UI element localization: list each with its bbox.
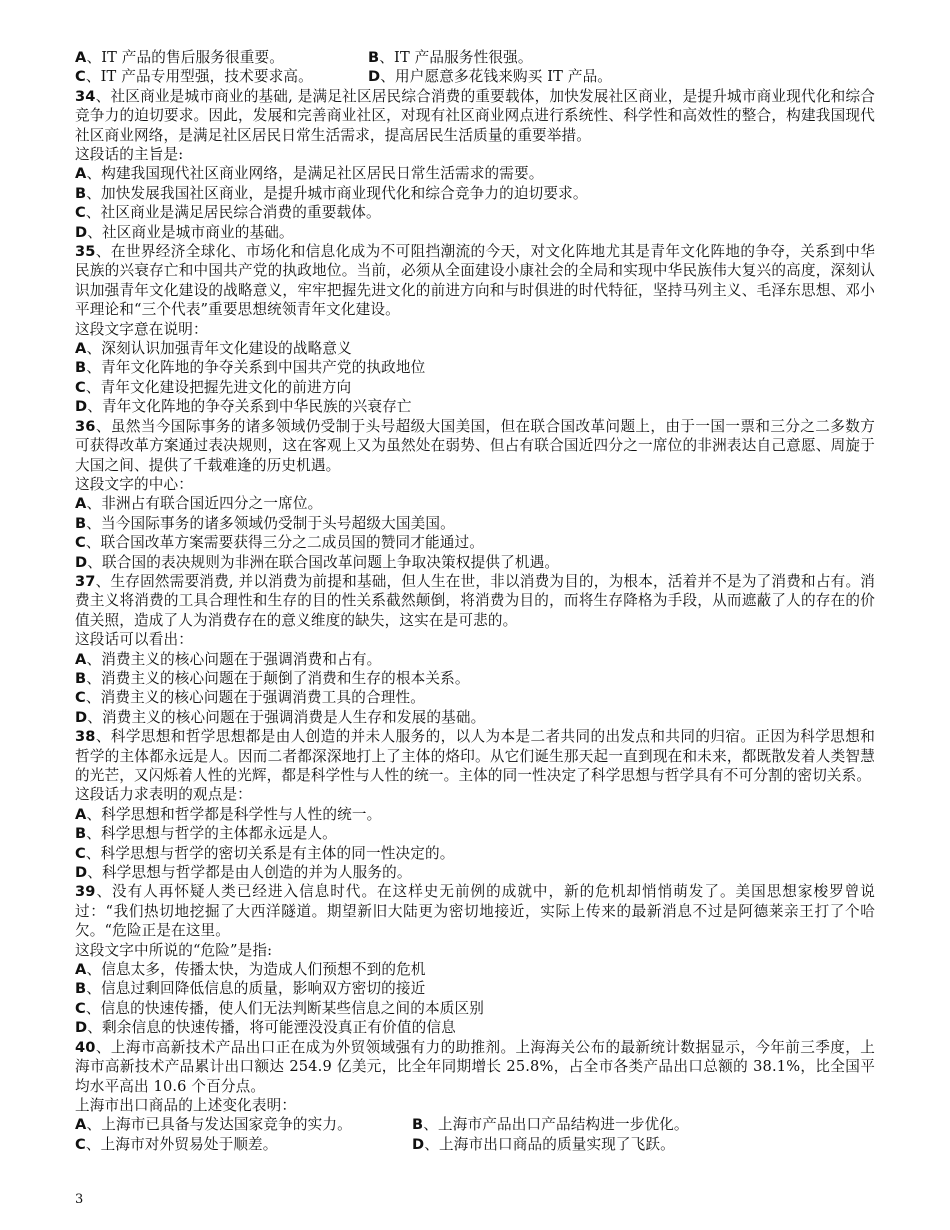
option-c: C、科学思想与哲学的密切关系是有主体的同一性决定的。 xyxy=(75,844,455,862)
q40-option-c: C、上海市对外贸易处于顺差。 xyxy=(75,1135,278,1153)
option-d: D、消费主义的核心问题在于强调消费是人生存和发展的基础。 xyxy=(75,708,486,726)
q33-option-c: C、IT 产品专用型强，技术要求高。 xyxy=(75,68,313,86)
option-a: A、构建我国现代社区商业网络，是满足社区居民日常生活需求的需要。 xyxy=(75,165,544,183)
question-stem: 40、上海市高新技术产品出口正在成为外贸领域强有力的助推剂。上海海关公布的最新统计数据显示，今年前三季度，上海市高新技术产品累计出口额达 254.9 亿美元，比全年同期增长 25.8%，占全市各类产品出口总额的 38.1%，比全国平均水平高出 10.6 个百分点。 xyxy=(75,1038,875,1095)
option-a: A、信息太多，传播太快，为造成人们预想不到的危机 xyxy=(75,961,426,979)
question-37 xyxy=(75,572,875,727)
option-b: B、消费主义的核心问题在于颠倒了消费和生存的根本关系。 xyxy=(75,669,470,687)
option-b: B、青年文化阵地的争夺关系到中国共产党的执政地位 xyxy=(75,359,426,377)
q40-option-a: A、上海市已具备与发达国家竞争的实力。 xyxy=(75,1116,352,1134)
question-34 xyxy=(75,87,875,242)
q40-option-d: D、上海市出口商品的质量实现了飞跃。 xyxy=(412,1135,675,1153)
option-c: C、联合国改革方案需要获得三分之二成员国的赞同才能通过。 xyxy=(75,534,484,552)
question-35 xyxy=(75,242,875,417)
option-d: D、社区商业是城市商业的基础。 xyxy=(75,223,294,241)
question-39 xyxy=(75,882,875,1037)
question-36 xyxy=(75,417,875,572)
q33-options-row-1 xyxy=(75,48,875,67)
option-c: C、青年文化建设把握先进文化的前进方向 xyxy=(75,378,352,396)
option-a: A、科学思想和哲学都是科学性与人性的统一。 xyxy=(75,805,382,823)
question-stem: 34、社区商业是城市商业的基础, 是满足社区居民综合消费的重要载体，加快发展社区商业，是提升城市商业现代化和综合竞争力的迫切要求。因此，发展和完善商业社区，对现有社区商业网点进行系统性、科学性和高效性的整合，构建我国现代社区商业网络，是满足社区居民日常生活需求，提高居民生活质量的重要举措。 xyxy=(75,87,875,144)
option-a: A、消费主义的核心问题在于强调消费和占有。 xyxy=(75,650,382,668)
question-prompt: 这段文字的中心： xyxy=(75,475,193,493)
option-a: A、深刻认识加强青年文化建设的战略意义 xyxy=(75,340,352,358)
option-d: D、科学思想与哲学都是由人创造的并为人服务的。 xyxy=(75,864,412,882)
q33-option-b: B、IT 产品服务性很强。 xyxy=(368,49,533,66)
option-d: D、剩余信息的快速传播，将可能湮没没真正有价值的信息 xyxy=(75,1019,456,1037)
option-b: B、信息过剩回降低信息的质量，影响双方密切的接近 xyxy=(75,980,426,998)
question-stem: 38、科学思想和哲学思想都是由人创造的并未人服务的，以人为本是二者共同的出发点和共同的归宿。正因为科学思想和哲学的主体都永远是人。因而二者都深深地打上了主体的烙印。从它们诞生那天起一直到现在和未来，都既散发着人类智慧的光芒，又闪烁着人性的光辉，都是科学性与人性的统一。主体的同一性决定了科学思想与哲学具有不可分割的密切关系。 xyxy=(75,728,875,784)
page-number: 3 xyxy=(75,1192,84,1207)
question-prompt: 这段文字中所说的“危险”是指: xyxy=(75,941,273,959)
option-d: D、联合国的表决规则为非洲在联合国改革问题上争取决策权提供了机遇。 xyxy=(75,553,560,571)
question-prompt: 这段文字意在说明： xyxy=(75,320,208,338)
q33-option-a: A、IT 产品的售后服务很重要。 xyxy=(75,49,284,66)
option-b: B、科学思想与哲学的主体都永远是人。 xyxy=(75,825,337,843)
question-stem: 37、生存固然需要消费, 并以消费为前提和基础，但人生在世，非以消费为目的，为根本，活着并不是为了消费和占有。消费主义将消费的工具合理性和生存的目的性关系截然颠倒，将消费为目的，而将生存降格为手段，从而遮蔽了人的存在的价值关照，造成了人为消费存在的意义维度的缺失，这实在是可悲的。 xyxy=(75,572,875,629)
q40-options-row-2 xyxy=(75,1135,875,1154)
question-prompt: 这段话可以看出： xyxy=(75,631,193,649)
option-b: B、当今国际事务的诸多领域仍受制于头号超级大国美国。 xyxy=(75,514,455,532)
question-prompt: 这段话的主旨是: xyxy=(75,146,184,163)
q33-option-d: D、用户愿意多花钱来购买 IT 产品。 xyxy=(368,68,613,86)
q40-option-b: B、上海市产品出口产品结构进一步优化。 xyxy=(412,1116,689,1134)
option-c: C、社区商业是满足居民综合消费的重要载体。 xyxy=(75,204,381,222)
question-38 xyxy=(75,727,875,882)
option-a: A、非洲占有联合国近四分之一席位。 xyxy=(75,495,323,513)
question-40 xyxy=(75,1038,875,1116)
question-stem: 35、在世界经济全球化、市场化和信息化成为不可阻挡潮流的今天，对文化阵地尤其是青年文化阵地的争夺，关系到中华民族的兴衰存亡和中国共产党的执政地位。当前，必须从全面建设小康社会的全局和实现中华民族伟大复兴的高度，深刻认识加强青年文化建设的战略意义，牢牢把握先进文化的前进方向和与时俱进的时代特征，坚持马列主义、毛泽东思想、邓小平理论和“三个代表”重要思想统领青年文化建设。 xyxy=(75,243,875,319)
question-stem: 36、虽然当今国际事务的诸多领域仍受制于头号超级大国美国，但在联合国改革问题上，由于一国一票和三分之二多数方可获得改革方案通过表决规则，这在客观上又为虽然处在弱势、但占有联合国近四分之一席位的非洲表达自己意愿、周旋于大国之间、提供了千载难逢的历史机遇。 xyxy=(75,417,875,474)
question-prompt: 上海市出口商品的上述变化表明： xyxy=(75,1096,297,1114)
option-c: C、消费主义的核心问题在于强调消费工具的合理性。 xyxy=(75,689,425,707)
option-c: C、信息的快速传播，使人们无法判断某些信息之间的本质区别 xyxy=(75,999,484,1017)
q33-options-row-2 xyxy=(75,67,875,86)
question-stem: 39、没有人再怀疑人类已经进入信息时代。在这样史无前例的成就中，新的危机却悄悄萌发了。美国思想家梭罗曾说过：“我们热切地挖掘了大西洋隧道。期望新旧大陆更为密切地接近，实际上传来的最新消息不过是阿德莱亲王打了个哈欠。“危险正是在这里。 xyxy=(75,883,875,940)
document-page xyxy=(75,48,875,1154)
question-prompt: 这段话力求表明的观点是： xyxy=(75,786,252,804)
option-d: D、青年文化阵地的争夺关系到中华民族的兴衰存亡 xyxy=(75,398,412,416)
q40-options-row-1 xyxy=(75,1115,875,1134)
option-b: B、加快发展我国社区商业，是提升城市商业现代化和综合竞争力的迫切要求。 xyxy=(75,184,588,202)
